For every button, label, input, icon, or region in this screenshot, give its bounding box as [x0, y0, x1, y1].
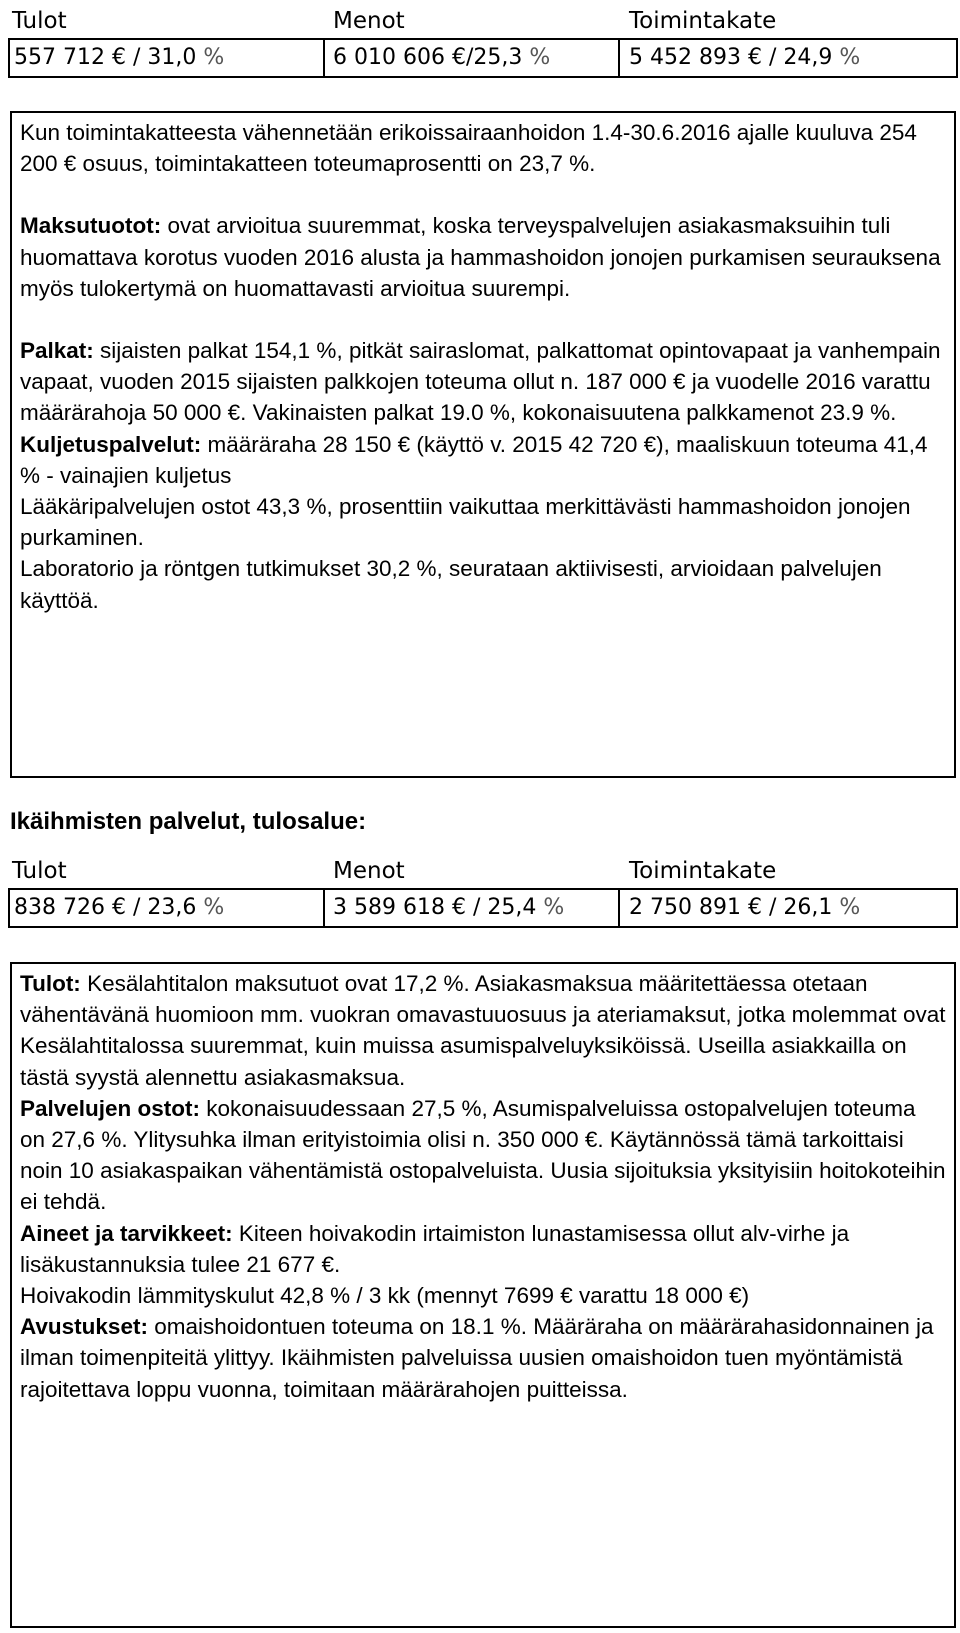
spacer: [20, 179, 946, 210]
table1-value-toimintakate-amount: 5 452 893 € / 24,9: [629, 45, 833, 70]
table2-value-tulot: [14, 895, 224, 920]
box1-label-palkat: Palkat:: [20, 338, 94, 364]
table2-value-toimintakate: [629, 895, 860, 920]
box1-paragraph-1: Kun toimintakatteesta vähennetään erikoissairaanhoidon 1.4-30.6.2016 ajalle kuuluva 254 200 € osuus, toimintakatteen toteumaprosentti on 23,7 %.: [20, 120, 917, 177]
table1-value-toimintakate: [629, 45, 860, 70]
box2-paragraph-avustukset: [20, 1311, 946, 1405]
box2-text-aineet: Kiteen hoivakodin irtaimiston lunastamisessa ollut alv-virhe ja lisäkustannuksia tulee 21 677 €.: [20, 1220, 850, 1277]
box2-paragraph-tulot: [20, 968, 946, 1093]
table1-divider: [323, 40, 325, 76]
section-heading: Ikäihmisten palvelut, tulosalue:: [10, 808, 367, 835]
table2-divider: [618, 890, 620, 926]
box1-paragraph-palkat: [20, 335, 946, 429]
box1-label-kuljetuspalvelut: Kuljetuspalvelut:: [20, 431, 202, 457]
box1-paragraph-laakaripalvelut: Lääkäripalvelujen ostot 43,3 %, prosenttiin vaikuttaa merkittävästi hammashoidon jonojen purkaminen.: [20, 494, 911, 551]
box1-text-maksutuotot: ovat arvioitua suuremmat, koska terveyspalvelujen asiakasmaksuihin tuli huomattava korotus vuoden 2016 alusta ja hammashoidon jonojen purkamisen seurauksena myös tulokertymä on huomattavasti arvioitua suurempi.: [20, 213, 941, 301]
table2-divider: [323, 890, 325, 926]
table2-value-toimintakate-amount: 2 750 891 € / 26,1: [629, 895, 833, 920]
table2-header: [8, 858, 958, 888]
box2-label-tulot: Tulot:: [20, 971, 81, 996]
table1-value-menot-pct: %: [522, 45, 551, 70]
table1-value-menot: [333, 45, 550, 70]
box1-paragraph-maksutuotot: [20, 210, 946, 304]
box1-text-kuljetuspalvelut: määräraha 28 150 € (käyttö v. 2015 42 720 €), maaliskuun toteuma 41,4 % - vainajien kuljetus: [20, 431, 928, 488]
box2-paragraph-aineet: [20, 1218, 946, 1280]
table2-value-menot: [333, 895, 564, 920]
box2-text-tulot: Kesälahtitalon maksutuot ovat 17,2 %. Asiakasmaksua määritettäessa otetaan vähentävänä huomioon mm. vuokran omavastuuosuus ja ateriamaksut, jotka molemmat ovat Kesälahtitalossa suuremmat, kuin muissa asumispalveluyksiköissä. Useilla asiakkailla on tästä syystä alennettu asiakasmaksua.: [20, 971, 946, 1090]
table2-value-menot-amount: 3 589 618 € / 25,4: [333, 895, 537, 920]
notes-box-2: [10, 962, 956, 1628]
box1-label-maksutuotot: Maksutuotot:: [20, 213, 162, 239]
table1-value-menot-amount: 6 010 606 €/25,3: [333, 45, 523, 70]
box2-label-aineet: Aineet ja tarvikkeet:: [20, 1220, 233, 1246]
spacer: [20, 304, 946, 335]
table2-value-tulot-pct: %: [196, 895, 225, 920]
table2-header-menot: Menot: [333, 858, 405, 884]
table2-values-row: [8, 888, 958, 928]
box2-paragraph-hoivakodin: Hoivakodin lämmityskulut 42,8 % / 3 kk (mennyt 7699 € varattu 18 000 €): [20, 1283, 750, 1309]
box1-paragraph-laboratorio: Laboratorio ja röntgen tutkimukset 30,2 %, seurataan aktiivisesti, arvioidaan palvelujen käyttöä.: [20, 556, 882, 613]
box1-paragraph-kuljetuspalvelut: [20, 429, 946, 491]
notes-box-1: [10, 111, 956, 778]
table1-value-toimintakate-pct: %: [832, 45, 861, 70]
table1-header: [8, 8, 958, 38]
table1-value-tulot: [14, 45, 224, 70]
box2-label-palvelujen-ostot: Palvelujen ostot:: [20, 1095, 201, 1121]
table1-header-tulot: Tulot: [12, 8, 67, 34]
box1-text-palkat: sijaisten palkat 154,1 %, pitkät sairaslomat, palkattomat opintovapaat ja vanhempain vapaat, vuoden 2015 sijaisten palkkojen toteuma ollut n. 187 000 € ja vuodelle 2016 varattu määrärahoja 50 000 €. Vakinaisten palkat 19.0 %, kokonaisuutena palkkamenot 23.9 %.: [20, 338, 941, 426]
box2-paragraph-palvelujen-ostot: [20, 1093, 946, 1218]
table1-divider: [618, 40, 620, 76]
table1-header-toimintakate: Toimintakate: [629, 8, 777, 34]
table1-value-tulot-amount: 557 712 € / 31,0: [14, 45, 197, 70]
table2-header-tulot: Tulot: [12, 858, 67, 884]
table1-value-tulot-pct: %: [196, 45, 225, 70]
table2-value-toimintakate-pct: %: [832, 895, 861, 920]
table2-value-menot-pct: %: [536, 895, 565, 920]
box2-text-palvelujen-ostot: kokonaisuudessaan 27,5 %, Asumispalveluissa ostopalvelujen toteuma on 27,6 %. Ylitysuhka ilman erityistoimia olisi n. 350 000 €. Käytännössä tämä tarkoittaisi noin 10 asiakaspaikan vähentämistä ostopalveluista. Uusia sijoituksia yksityisiin hoitokoteihin ei tehdä.: [20, 1095, 946, 1215]
table1-header-menot: Menot: [333, 8, 405, 34]
table2-value-tulot-amount: 838 726 € / 23,6: [14, 895, 197, 920]
table2-header-toimintakate: Toimintakate: [629, 858, 777, 884]
table1-values-row: [8, 38, 958, 78]
box2-label-avustukset: Avustukset:: [20, 1314, 148, 1340]
box2-text-avustukset: omaishoidontuen toteuma on 18.1 %. Määräraha on määrärahasidonnainen ja ilman toimenpiteitä ylittyy. Ikäihmisten palveluissa uusien omaishoidon tuen myöntämistä rajoitettava loppu vuonna, toimitaan määrärahojen puitteissa.: [20, 1314, 934, 1402]
